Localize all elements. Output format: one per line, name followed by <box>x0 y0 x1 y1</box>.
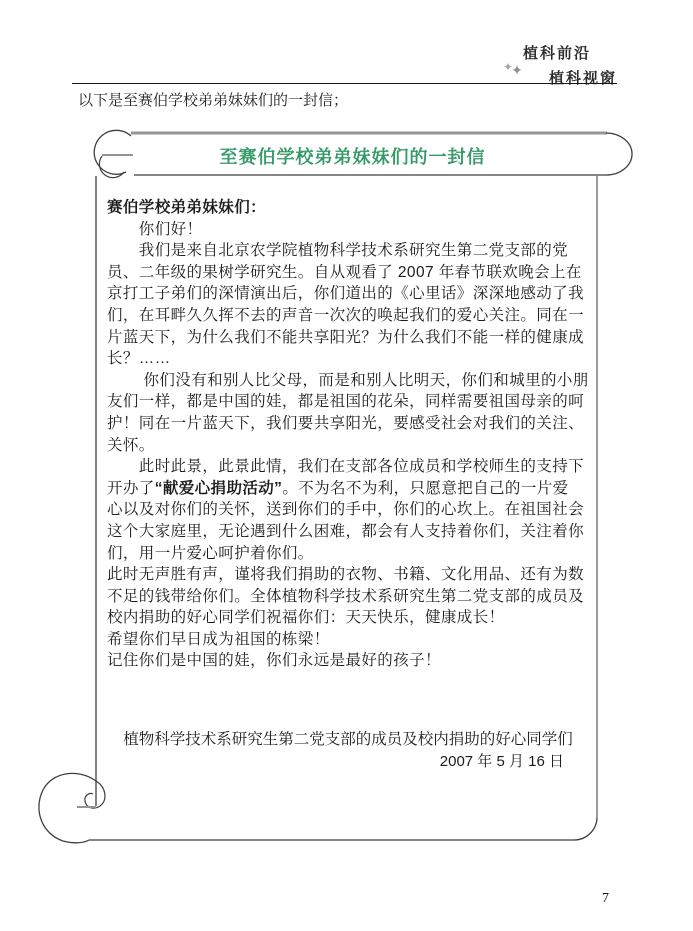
star-icon: ✦ <box>511 62 523 78</box>
letter-line: 友们一样，都是中国的娃，都是祖国的花朵，同样需要祖国母亲的呵 <box>107 393 585 411</box>
letter-line: 你们没有和别人比父母，而是和别人比明天，你们和城里的小朋 <box>107 371 589 389</box>
page-number: 7 <box>602 891 609 906</box>
letter-date: 2007 年 5 月 16 日 <box>439 753 564 770</box>
header-section-title: 植科视窗 <box>549 70 618 87</box>
letter-line: 不足的钱带给你们。全体植物科学技术系研究生第二党支部的成员及 <box>107 587 585 605</box>
letter-line: 此时无声胜有声，谨将我们捐助的衣物、书籍、文化用品、还有为数 <box>107 566 585 584</box>
letter-line: 心以及对你们的关怀，送到你们的手中，你们的心坎上。在祖国社会 <box>107 501 585 519</box>
letter-line: 们，用一片爱心呵护着你们。 <box>107 544 314 562</box>
intro-text: 以下是至赛伯学校弟弟妹妹们的一封信； <box>78 92 349 109</box>
letter-line: 赛伯学校弟弟妹妹们： <box>107 199 267 216</box>
scroll-bottom-edge <box>89 817 597 840</box>
letter-line-prefix: 开办了 <box>107 479 155 497</box>
letter-line: 长？…… <box>107 350 171 368</box>
header-star-icons <box>503 58 525 78</box>
letter-line: 希望你们早日成为祖国的栋梁！ <box>107 630 330 648</box>
letter-line: 京打工子弟们的深情演出后，你们道出的《心里话》深深地感动了我 <box>107 285 585 303</box>
letter-title: 至赛伯学校弟弟妹妹们的一封信 <box>219 147 486 167</box>
letter-line-bold-phrase: “献爱心捐助活动” <box>154 479 283 497</box>
letter-line: 员、二年级的果树学研究生。自从观看了 2007 年春节联欢晚会上在 <box>107 263 582 281</box>
scroll-banner-cap <box>606 133 632 175</box>
header-column-title: 植科前沿 <box>523 45 592 62</box>
star-icon: ✦ <box>503 60 514 74</box>
scroll-bottom-curl-inner <box>85 781 105 808</box>
scroll-bottom-curl-outer <box>39 773 96 842</box>
header-divider <box>72 83 617 84</box>
letter-line: 们，在耳畔久久挥不去的声音一次次的唤起我们的爱心关注。同在一 <box>107 306 585 324</box>
letter-line-suffix: 。不为名不为利，只愿意把自己的一片爱 <box>282 479 569 497</box>
letter-line: 记住你们是中国的娃，你们永远是最好的孩子！ <box>107 652 441 670</box>
letter-line-with-bold <box>107 478 589 500</box>
letter-body <box>107 197 589 672</box>
letter-line: 这个大家庭里，无论遇到什么困难，都会有人支持着你们，关注着你 <box>107 522 585 540</box>
letter-line: 我们是来自北京农学院植物科学技术系研究生第二党支部的党 <box>107 242 569 260</box>
letter-line: 关怀。 <box>107 436 155 454</box>
letter-line: 你们好！ <box>107 220 203 238</box>
letter-signature: 植物科学技术系研究生第二党支部的成员及校内捐助的好心同学们 <box>123 731 573 748</box>
letter-line: 校内捐助的好心同学们祝福你们：天天快乐，健康成长！ <box>107 609 505 627</box>
letter-line: 片蓝天下，为什么我们不能共享阳光？为什么我们不能一样的健康成 <box>107 328 585 346</box>
letter-line: 护！同在一片蓝天下，我们要共享阳光，要感受社会对我们的关注、 <box>107 414 585 432</box>
letter-line: 此时此景，此景此情，我们在支部各位成员和学校师生的支持下 <box>107 458 585 476</box>
